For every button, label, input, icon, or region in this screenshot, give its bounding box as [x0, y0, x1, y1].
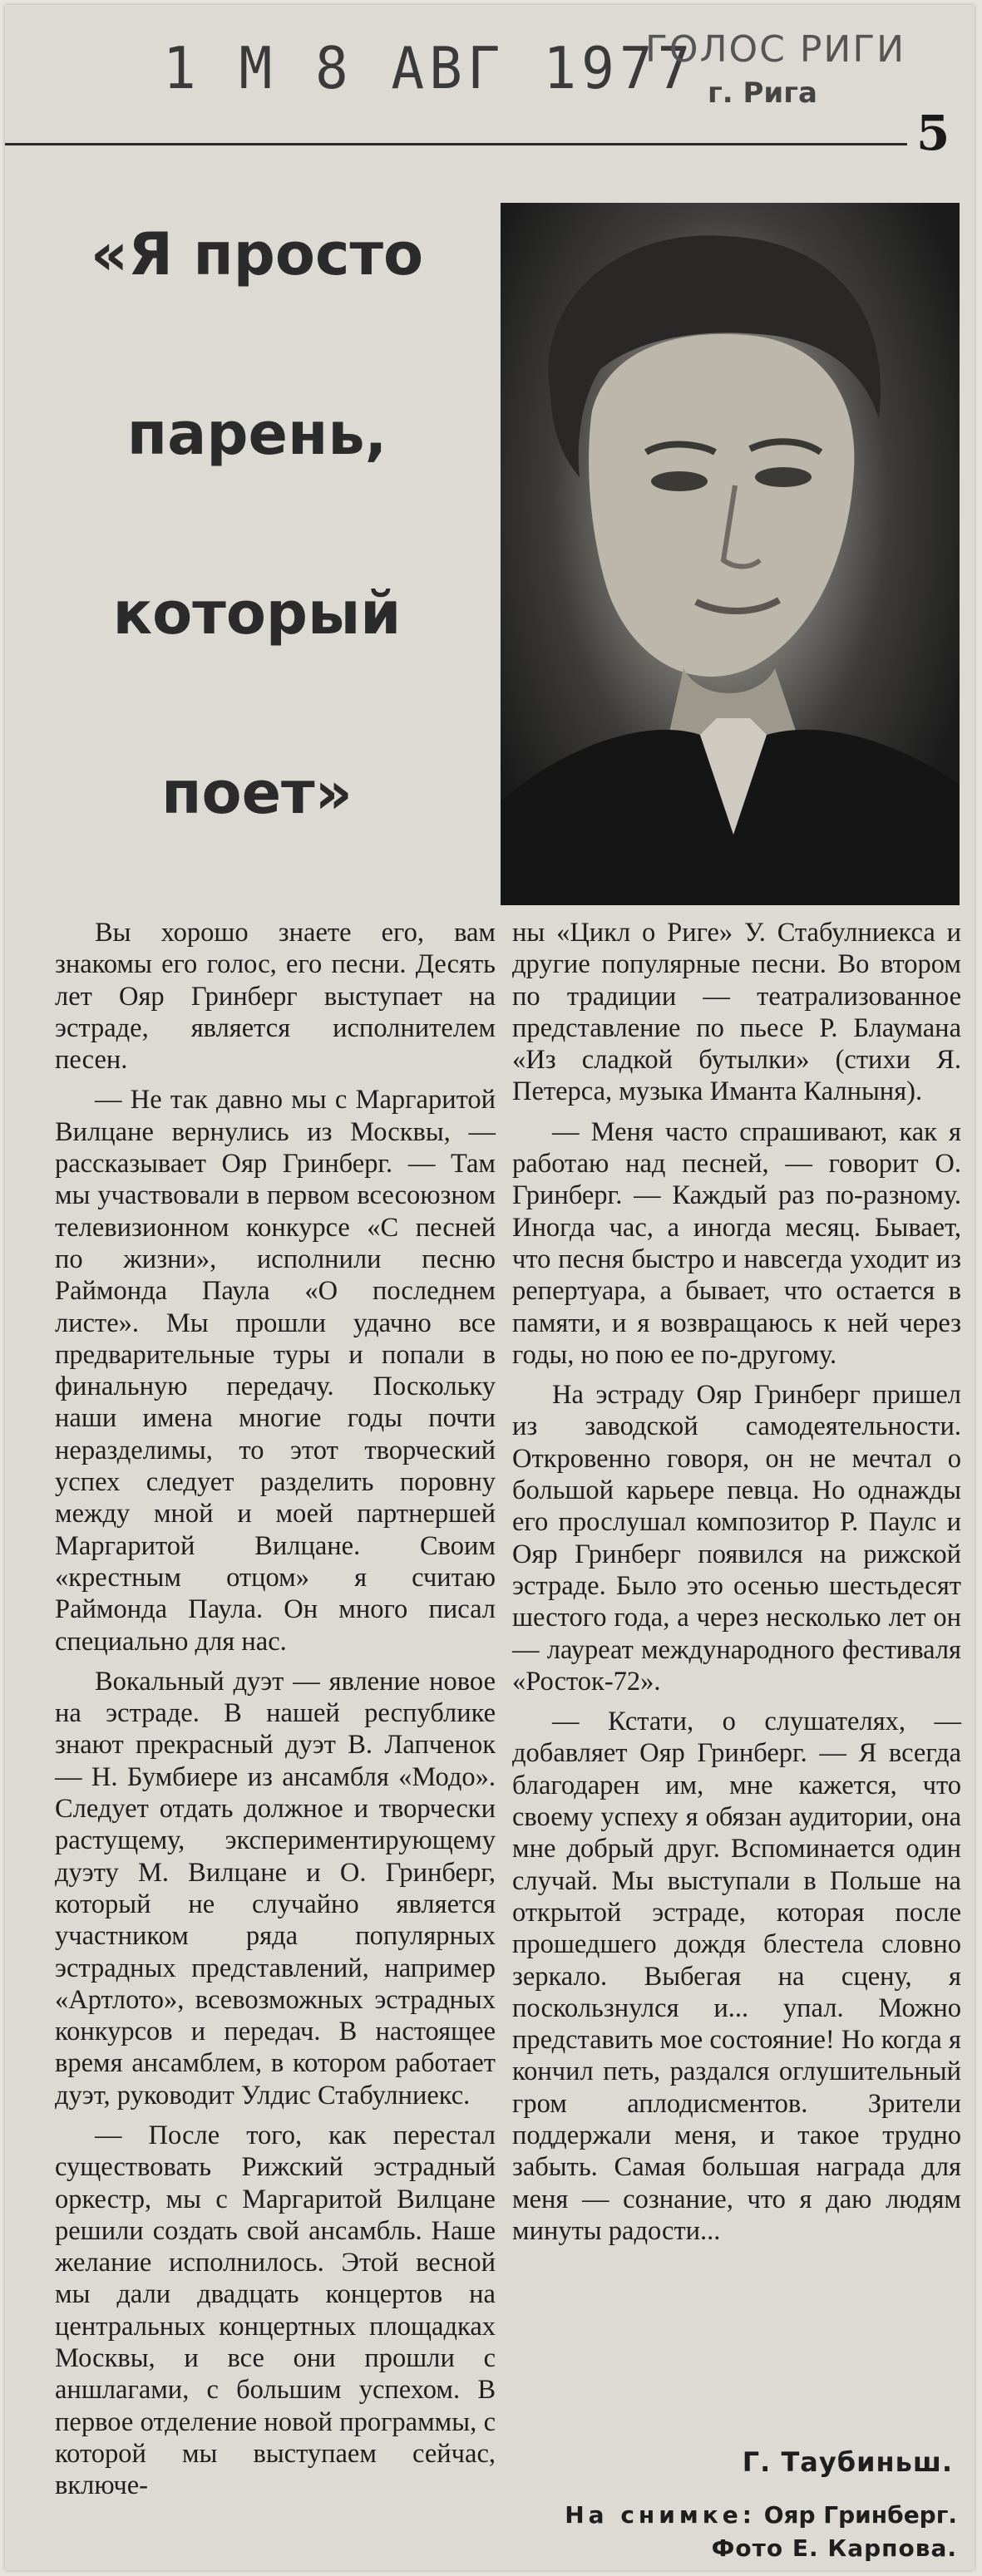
photo-caption: [512, 2499, 957, 2565]
headline-line-2: парень,: [126, 400, 387, 468]
header-rule: [5, 143, 907, 145]
headline-line-3: который: [112, 579, 402, 648]
right-eye: [755, 467, 812, 487]
article-headline: [20, 196, 494, 914]
newspaper-clipping: [5, 5, 975, 2570]
paragraph: На эстраду Ояр Гринберг пришел из заводской самодеятельности. Откровенно говоря, он не мечтал о большой карьере певца. Но однажды его прослушал композитор Р. Паулс и Ояр Гринберг появился на рижской эстраде. Было это осенью шестьдесят шестого года, а через несколько лет он — лауреат международного фестиваля «Росток-72».: [512, 1380, 961, 1697]
portrait-photo: [501, 203, 960, 905]
newspaper-city: г. Рига: [708, 76, 817, 110]
newspaper-name: ГОЛОС РИГИ: [645, 28, 906, 71]
article-column-left: [55, 917, 496, 2510]
face-shape: [589, 334, 854, 677]
paragraph: Вокальный дуэт — явление новое на эстраде. В нашей республике знают прекрасный дуэт В. Лапченок — Н. Бумбиере из ансамбля «Модо». Следует отдать должное и творчески растущему, экспериментирующему дуэту М. Вилцане и О. Гринберг, который не случайно является участником ряда популярных эстрадных представлений, например «Артлото», всевозможных эстрадных конкурсов и передач. В настоящее время ансамблем, в котором работает дуэт, руководит Улдис Стабулниекс.: [55, 1666, 496, 2111]
paragraph: — После того, как перестал существовать Рижский эстрадный оркестр, мы с Маргаритой Вилцане решили создать свой ансамбль. Наше желание исполнилось. Этой весной мы дали двадцать концертов на центральных концертных площадках Москвы, и все они прошли с аншлагами, с большим успехом. В первое отделение новой программы, с которой мы выступаем сейчас, включе-: [55, 2120, 496, 2501]
caption-subject: Ояр Гринберг.: [763, 2501, 957, 2529]
photo-credit: Фото Е. Карпова.: [711, 2534, 957, 2562]
paragraph: Вы хорошо знаете его, вам знакомы его голос, его песни. Десять лет Ояр Гринберг выступает на эстраде, является исполнителем песен.: [55, 918, 496, 1076]
article-column-right: [512, 917, 961, 2255]
paragraph: — Кстати, о слушателях, — добавляет Ояр Гринберг. — Я всегда благодарен им, мне кажется, что своему успеху я обязан аудитории, она мне добрый друг. Вспоминается один случай. Мы выступали в Польше на открытой эстраде, которая после прошедшего дождя блестела словно зеркало. Выбегая на сцену, я поскользнулся и... упал. Можно представить мое состояние! Но когда я кончил петь, раздался оглушительный гром аплодисментов. Зрители поддержали меня, и такое трудно забыть. Самая большая награда для меня — сознание, что я даю людям минуты радости...: [512, 1707, 961, 2246]
author-signature: Г. Таубиньш.: [742, 2446, 953, 2478]
left-eye: [651, 471, 708, 491]
date-stamp: 1 М 8 АВГ 1977: [163, 35, 696, 102]
portrait-illustration: [501, 203, 960, 905]
headline-line-1: «Я просто: [90, 220, 424, 288]
caption-label: На снимке:: [565, 2501, 756, 2529]
page-number: 5: [916, 105, 950, 161]
paragraph: ны «Цикл о Риге» У. Стабулниекса и другие популярные песни. Во втором по традиции — театрализованное представление по пьесе Р. Блаумана «Из сладкой бутылки» (стихи Я. Петерса, музыка Иманта Калныня).: [512, 918, 961, 1107]
headline-line-4: поет»: [161, 759, 353, 827]
paragraph: — Не так давно мы с Маргаритой Вилцане вернулись из Москвы, — рассказывает Ояр Гринберг. — Там мы участвовали в первом всесоюзном телевизионном конкурсе «С песней по жизни», исполнили песню Раймонда Паула «О последнем листе». Мы прошли удачно все предварительные туры и попали в финальную передачу. Поскольку наши имена многие годы почти неразделимы, то этот творческий успех следует разделить поровну между мной и моей партнершей Маргаритой Вилцане. Своим «крестным отцом» я считаю Раймонда Паула. Он много писал специально для нас.: [55, 1085, 496, 1657]
paragraph: — Меня часто спрашивают, как я работаю над песней, — говорит О. Гринберг. — Каждый раз по-разному. Иногда час, а иногда месяц. Бывает, что песня быстро и навсегда уходит из репертуара, а бывает, что остается в памяти, и я возвращаюсь к ней через годы, но пою ее по-другому.: [512, 1116, 961, 1370]
